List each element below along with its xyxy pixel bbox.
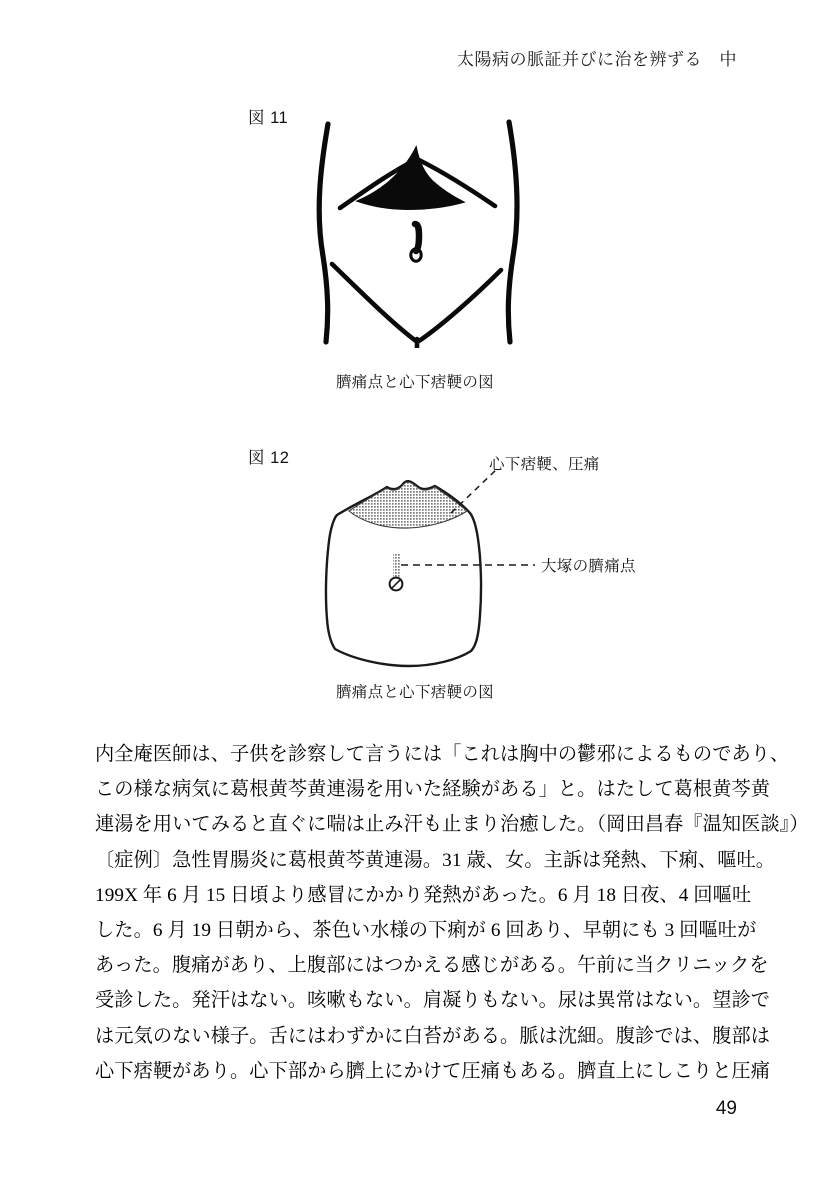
- right-flank-line: [508, 122, 517, 342]
- figure-12-annotation-epigastric: 心下痞鞕、圧痛: [489, 456, 600, 473]
- navel-mark: [411, 224, 421, 261]
- body-line: した。6 月 19 日朝から、茶色い水様の下痢が 6 回あり、早朝にも 3 回嘔吐が: [95, 919, 757, 941]
- abdomen-outline-view-svg: [305, 455, 535, 670]
- body-line: 199X 年 6 月 15 日頃より感冒にかかり発熱があった。6 月 18 日夜、4 回嘔吐: [95, 884, 752, 906]
- figure-12-illustration: [305, 455, 535, 670]
- left-inguinal-line: [332, 264, 416, 341]
- running-head: 太陽病の脈証并びに治を辨ずる 中: [457, 50, 737, 69]
- figure-12-label: 図 12: [248, 449, 290, 467]
- left-flank-line: [319, 124, 328, 342]
- figure-12-caption: 臍痛点と心下痞鞕の図: [335, 684, 494, 701]
- figure-11-caption: 臍痛点と心下痞鞕の図: [335, 374, 494, 391]
- body-line: この様な病気に葛根黄芩黄連湯を用いた経験がある」と。はたして葛根黄芩黄: [95, 779, 771, 801]
- page-number: 49: [715, 1098, 737, 1119]
- figure-12-annotation-navel: 大塚の臍痛点: [541, 558, 636, 575]
- body-line: 連湯を用いてみると直ぐに喘は止み汗も止まり治癒した。（岡田昌春『温知医談』）: [95, 814, 809, 836]
- body-line: 心下痞鞕があり。心下部から臍上にかけて圧痛もある。臍直上にしこりと圧痛: [95, 1060, 771, 1082]
- epigastric-stippled-region: [349, 482, 467, 528]
- figure-11-label: 図 11: [248, 109, 289, 127]
- body-line: あった。腹痛があり、上腹部にはつかえる感じがある。午前に当クリニックを: [95, 955, 769, 977]
- body-line: 〔症例〕急性胃腸炎に葛根黄芩黄連湯。31 歳、女。主訴は発熱、下痢、嘔吐。: [95, 849, 776, 871]
- body-text-block: [95, 737, 809, 1089]
- figure-11-illustration: [285, 118, 545, 348]
- abdomen-front-view-svg: [285, 118, 545, 348]
- body-line: は元気のない様子。舌にはわずかに白苔がある。脈は沈細。腹診では、腹部は: [95, 1025, 771, 1047]
- body-line: 内全庵医師は、子供を診察して言うには「これは胸中の鬱邪によるものであり、: [95, 744, 790, 765]
- navel-circle-mark: [390, 578, 403, 591]
- navel-stippled-streak: [393, 553, 400, 577]
- right-inguinal-line: [419, 270, 501, 341]
- epigastric-black-region: [358, 148, 463, 209]
- body-line: 受診した。発汗はない。咳嗽もない。肩凝りもない。尿は異常はない。望診で: [95, 990, 771, 1012]
